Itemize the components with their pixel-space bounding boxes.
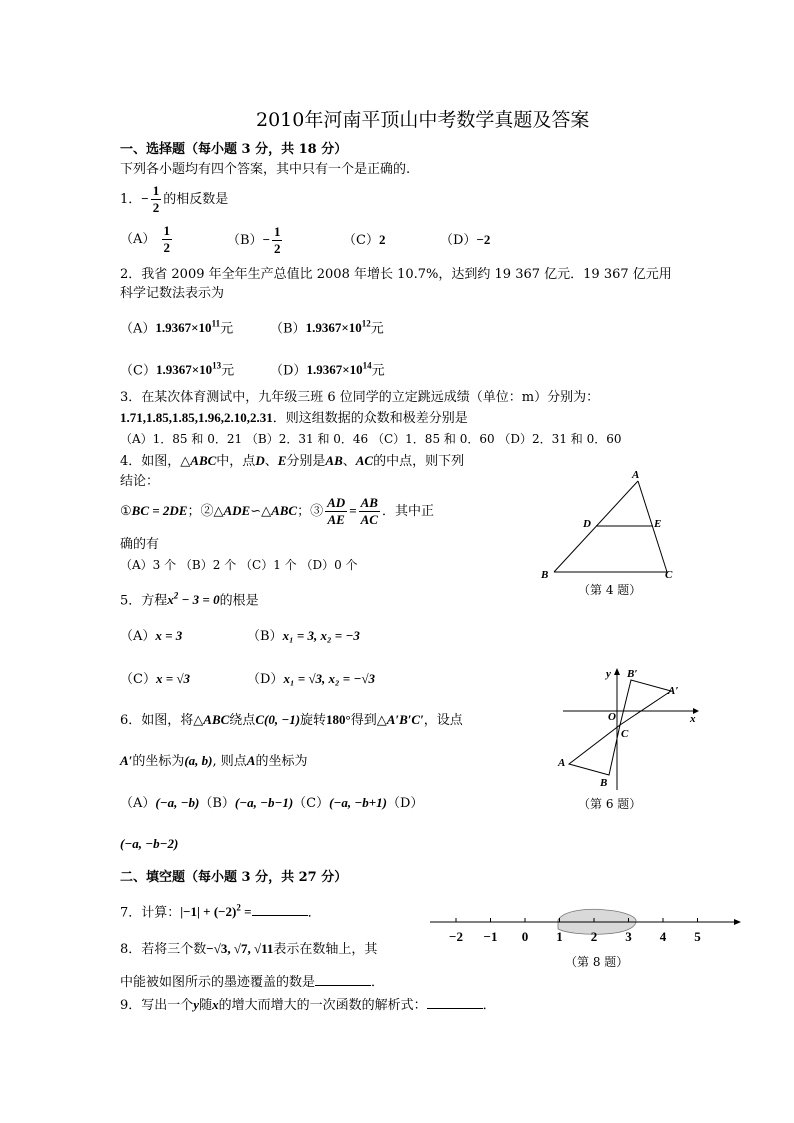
- q5-option-b: （B）x₁ = 3, x₂ = −3: [247, 628, 360, 644]
- q6-label-c: C: [621, 728, 629, 740]
- q1-fraction: $\frac{1}{2}$: [152, 183, 160, 215]
- q8-tick-label: 4: [659, 929, 667, 944]
- q2-option-c: $(C)1.9367\times 10^{13}$元: [120, 361, 235, 379]
- q2-option-d: $(D)1.9367\times 10^{14}$元: [270, 361, 385, 379]
- q5-option-a: （A）x = 3: [120, 628, 183, 644]
- q6-line1: 6．如图，将△ABC绕点C(0, −1)旋转180°得到△A′B′C′，设点: [120, 712, 463, 728]
- q6-y-arrow: [614, 668, 620, 675]
- q8-tick-label: −2: [449, 929, 463, 944]
- q1-option-a: （A） $\frac{1}{2}$: [120, 223, 171, 255]
- q9-stem: 9．写出一个y随x的增大而增大的一次函数的解析式： ．: [120, 997, 496, 1013]
- q8-number-line: [428, 903, 744, 949]
- q2-line1: 2．我省 2009 年全年生产总值比 2008 年增长 10.7%，达到约 19 367 亿元．19 367 亿元用: [120, 267, 672, 282]
- section-instruction: 下列各小题均有四个答案，其中只有一个是正确的.: [120, 162, 411, 177]
- q8-tick-label: −1: [483, 929, 498, 944]
- q6-label-b: B: [600, 777, 608, 789]
- q4-label-d: D: [583, 518, 591, 530]
- q4-line2: 结论：: [120, 474, 160, 489]
- q6-triangle-a1b1c1: [620, 680, 671, 725]
- section-heading-choice: 一、选择题（每小题 3 分，共 18 分）: [120, 142, 348, 157]
- q3-line2: 1.71,1.85,1.85,1.96,2.10,2.31．则这组数据的众数和极差分别是: [120, 410, 468, 426]
- q8-tick-label: 1: [556, 929, 563, 944]
- q5-option-c: （C）x = √3: [120, 671, 190, 687]
- q2-option-a: $(A)1.9367\times 10^{11}$元: [120, 319, 234, 337]
- q3-line1: 3．在某次体育测试中，九年级三班 6 位同学的立定跳远成绩（单位：m）分别为：: [120, 390, 600, 405]
- q6-option-d-value: (−a, −b−2): [120, 836, 179, 851]
- q9-answer-blank[interactable]: [427, 996, 483, 1009]
- q8-answer-blank[interactable]: [315, 973, 371, 986]
- q4-conclusions: ①BC = 2DE；②△ADE∽△ABC；③ $\frac{AD}{AE}$ = $\frac{AB}{AC}$ ．其中正: [120, 495, 434, 527]
- q5-stem: 5．方程$x^2 - 3 = 0$的根是: [120, 591, 259, 609]
- q8-line1: 8．若将三个数−√3, √7, √11表示在数轴上，其: [120, 941, 378, 957]
- q6-label-y: y: [606, 668, 611, 680]
- q6-label-b1: B′: [627, 668, 638, 680]
- q4-label-a: A: [632, 469, 640, 481]
- q4-options: （A）3 个 （B）2 个 （C）1 个 （D）0 个: [120, 558, 358, 572]
- q4-line4: 确的有: [120, 537, 160, 552]
- q8-tick-label: 2: [590, 929, 598, 944]
- q4-label-e: E: [654, 518, 662, 530]
- q1-option-b: （B）− $\frac{1}{2}$: [227, 224, 281, 256]
- page-title: 2010年河南平顶山中考数学真题及答案: [256, 109, 590, 131]
- question-1: 1．− $\frac{1}{2}$ 的相反数是: [120, 183, 229, 215]
- q8-axis-arrow: [734, 919, 741, 925]
- q6-label-x: x: [690, 713, 696, 725]
- q6-caption: （第 6 题）: [578, 797, 642, 811]
- q8-tick-label: 3: [625, 929, 632, 944]
- q5-option-d: （D）x₁ = √3, x₂ = −√3: [247, 671, 375, 687]
- q6-line2: A′的坐标为(a, b), 则点A的坐标为: [120, 753, 308, 769]
- q4-caption: （第 4 题）: [578, 583, 642, 597]
- q1-number: 1．: [120, 192, 142, 207]
- section-heading-fill: 二、填空题（每小题 3 分，共 27 分）: [120, 870, 348, 885]
- q6-label-o: O: [608, 711, 616, 723]
- q2-option-b: $(B)1.9367\times 10^{12}$元: [270, 319, 384, 337]
- q6-options: （A）(−a, −b)（B）(−a, −b−1)（C）(−a, −b+1)（D）: [120, 795, 424, 811]
- q1-option-c: （C）2: [343, 232, 386, 248]
- q8-caption: （第 8 题）: [565, 955, 629, 969]
- q7-stem: 7．计算：$|-1| + (-2)^2$ = ．: [120, 903, 321, 921]
- q8-tick-label: 5: [694, 929, 701, 944]
- q1-option-d: （D）−2: [440, 232, 491, 248]
- q6-label-a: A: [558, 757, 566, 769]
- q4-figure: [535, 465, 685, 585]
- q2-line2: 科学记数法表示为: [120, 286, 225, 301]
- q7-answer-blank[interactable]: [252, 903, 308, 916]
- q4-label-b: B: [541, 569, 549, 581]
- q4-line1: 4．如图，△ABC中，点D、E分别是AB、AC的中点，则下列: [120, 453, 465, 469]
- q8-line2: 中能被如图所示的墨迹覆盖的数是 ．: [120, 975, 385, 990]
- q6-triangle-abc: [569, 725, 620, 775]
- q3-options: （A）1．85 和 0．21 （B）2．31 和 0．46 （C）1．85 和 0．60 （D）2．31 和 0．60: [120, 432, 622, 446]
- q8-tick-label: 0: [521, 929, 529, 944]
- q6-figure: [555, 662, 705, 792]
- q6-label-a1: A′: [668, 685, 679, 697]
- q4-label-c: C: [665, 569, 673, 581]
